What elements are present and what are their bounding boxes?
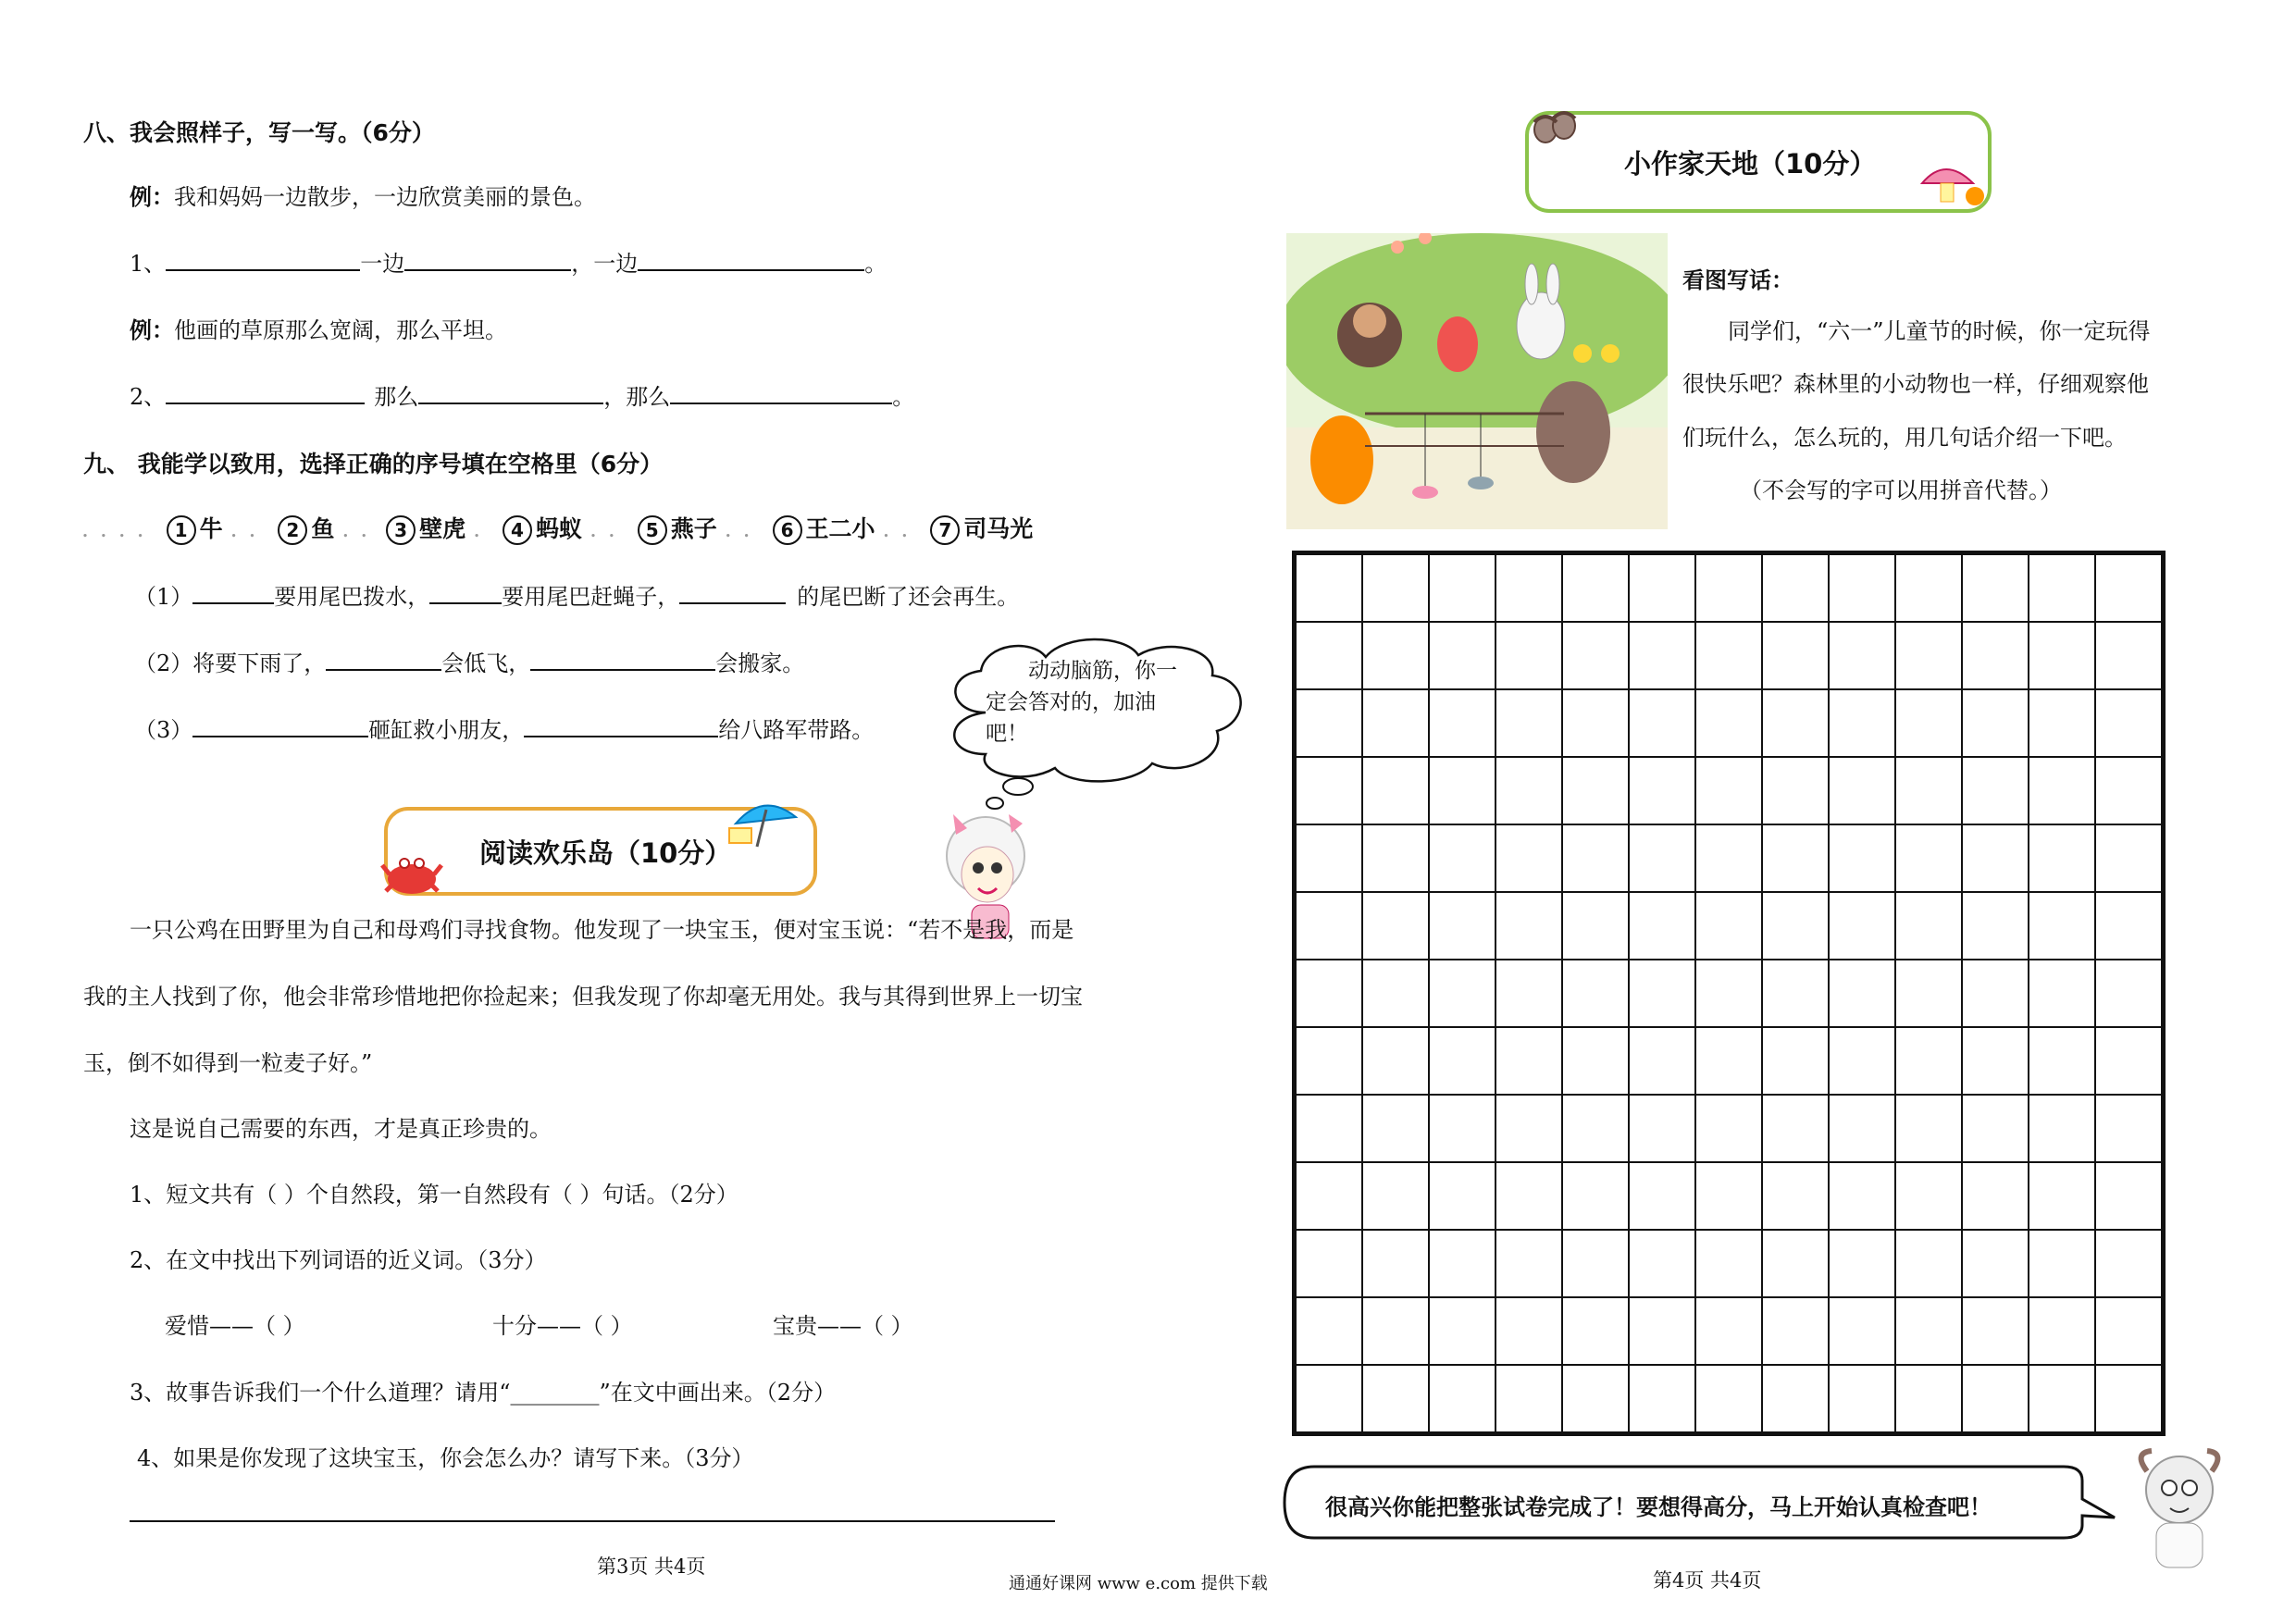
grid-cell[interactable] bbox=[1562, 824, 1629, 892]
grid-cell[interactable] bbox=[1695, 1162, 1762, 1230]
q-num: 2、 bbox=[130, 384, 167, 410]
grid-cell[interactable] bbox=[1962, 757, 2029, 824]
umbrella-icon bbox=[722, 791, 805, 856]
grid-cell[interactable] bbox=[1296, 1230, 1362, 1297]
grid-cell[interactable] bbox=[2095, 689, 2162, 757]
grid-cell[interactable] bbox=[1562, 554, 1629, 622]
q9-3 bbox=[134, 712, 874, 744]
grid-cell[interactable] bbox=[1562, 960, 1629, 1027]
answer-blank[interactable] bbox=[404, 245, 571, 271]
grid-cell[interactable] bbox=[1629, 689, 1695, 757]
page-footer-right: 第4页 共4页 bbox=[1653, 1569, 1762, 1592]
synonym-3: 宝贵——（ ） bbox=[773, 1313, 913, 1339]
grid-cell[interactable] bbox=[1562, 622, 1629, 689]
example-label: 例： bbox=[130, 316, 174, 343]
answer-blank[interactable] bbox=[326, 645, 441, 671]
grid-cell[interactable] bbox=[1829, 824, 1895, 892]
mushroom-icon bbox=[1917, 155, 1992, 211]
q-num: （1） bbox=[134, 584, 193, 610]
option-num: 4 bbox=[503, 515, 532, 545]
grid-cell[interactable] bbox=[1562, 1162, 1629, 1230]
grid-cell[interactable] bbox=[1496, 1027, 1562, 1095]
grid-cell[interactable] bbox=[1629, 757, 1695, 824]
grid-cell[interactable] bbox=[2029, 1027, 2095, 1095]
grid-cell[interactable] bbox=[1895, 960, 1962, 1027]
grid-cell[interactable] bbox=[1695, 689, 1762, 757]
grid-cell[interactable] bbox=[1496, 757, 1562, 824]
grid-cell[interactable] bbox=[1296, 689, 1362, 757]
grid-cell[interactable] bbox=[1629, 892, 1695, 960]
grid-cell[interactable] bbox=[1829, 1297, 1895, 1365]
grid-cell[interactable] bbox=[2095, 757, 2162, 824]
grid-cell[interactable] bbox=[1695, 1365, 1762, 1432]
grid-cell[interactable] bbox=[1962, 1365, 2029, 1432]
grid-cell[interactable] bbox=[1962, 1095, 2029, 1162]
grid-cell[interactable] bbox=[2095, 1230, 2162, 1297]
passage-line-2: 我的主人找到了你，他会非常珍惜地把你捡起来；但我发现了你却毫无用处。我与其得到世界上一切宝 bbox=[83, 984, 1083, 1010]
grid-cell[interactable] bbox=[2095, 1162, 2162, 1230]
option-num: 3 bbox=[386, 515, 416, 545]
animals-playing-picture bbox=[1286, 233, 1668, 529]
grid-cell[interactable] bbox=[1562, 757, 1629, 824]
q8-2 bbox=[130, 378, 914, 411]
option-num: 6 bbox=[773, 515, 802, 545]
q-end: 。 bbox=[892, 384, 915, 410]
answer-blank[interactable] bbox=[166, 245, 360, 271]
grid-cell[interactable] bbox=[1695, 824, 1762, 892]
grid-cell[interactable] bbox=[1829, 554, 1895, 622]
goat-character-icon bbox=[2128, 1443, 2230, 1573]
grid-cell[interactable] bbox=[1762, 1162, 1829, 1230]
grid-cell[interactable] bbox=[1895, 892, 1962, 960]
grid-cell[interactable] bbox=[1695, 757, 1762, 824]
option-text: 牛 bbox=[199, 515, 223, 542]
answer-blank[interactable] bbox=[418, 378, 603, 404]
grid-cell[interactable] bbox=[1962, 554, 2029, 622]
passage-line-4: 这是说自己需要的东西，才是真正珍贵的。 bbox=[130, 1116, 552, 1142]
grid-cell[interactable] bbox=[2029, 554, 2095, 622]
grid-cell[interactable] bbox=[1629, 1297, 1695, 1365]
grid-cell[interactable] bbox=[1496, 622, 1562, 689]
grid-cell[interactable] bbox=[1762, 1027, 1829, 1095]
grid-cell[interactable] bbox=[1362, 1365, 1429, 1432]
grid-cell[interactable] bbox=[1762, 892, 1829, 960]
grid-cell[interactable] bbox=[1962, 1230, 2029, 1297]
grid-cell[interactable] bbox=[1496, 1230, 1562, 1297]
grid-cell[interactable] bbox=[1962, 1027, 2029, 1095]
grid-cell[interactable] bbox=[1296, 757, 1362, 824]
writing-grid[interactable] bbox=[1292, 551, 2166, 1436]
grid-cell[interactable] bbox=[1362, 554, 1429, 622]
answer-line[interactable] bbox=[130, 1520, 1055, 1522]
prompt-line-4: （不会写的字可以用拼音代替。） bbox=[1740, 477, 2062, 503]
grid-cell[interactable] bbox=[1496, 689, 1562, 757]
grid-cell[interactable] bbox=[2029, 1230, 2095, 1297]
grid-cell[interactable] bbox=[2029, 622, 2095, 689]
grid-cell[interactable] bbox=[1296, 1027, 1362, 1095]
grid-cell[interactable] bbox=[1429, 1027, 1496, 1095]
grid-cell[interactable] bbox=[1362, 757, 1429, 824]
grid-cell[interactable] bbox=[1362, 960, 1429, 1027]
grid-cell[interactable] bbox=[1362, 892, 1429, 960]
option-text: 鱼 bbox=[311, 515, 335, 542]
grid-cell[interactable] bbox=[1829, 757, 1895, 824]
grid-cell[interactable] bbox=[1429, 1095, 1496, 1162]
grid-cell[interactable] bbox=[1962, 960, 2029, 1027]
acorn-icon bbox=[1527, 102, 1582, 148]
closing-text: 很高兴你能把整张试卷完成了！要想得高分，马上开始认真检查吧！ bbox=[1325, 1494, 1992, 1520]
grid-cell[interactable] bbox=[2029, 1162, 2095, 1230]
grid-cell[interactable] bbox=[1496, 892, 1562, 960]
grid-cell[interactable] bbox=[1562, 689, 1629, 757]
grid-cell[interactable] bbox=[1895, 554, 1962, 622]
grid-cell[interactable] bbox=[2029, 757, 2095, 824]
grid-cell[interactable] bbox=[1895, 1365, 1962, 1432]
grid-cell[interactable] bbox=[1629, 1365, 1695, 1432]
grid-cell[interactable] bbox=[1429, 960, 1496, 1027]
grid-cell[interactable] bbox=[1296, 1297, 1362, 1365]
option-text: 蚂蚁 bbox=[536, 515, 583, 542]
grid-cell[interactable] bbox=[1962, 1162, 2029, 1230]
option-num: 7 bbox=[930, 515, 960, 545]
grid-cell[interactable] bbox=[1429, 892, 1496, 960]
grid-cell[interactable] bbox=[2095, 960, 2162, 1027]
example-2 bbox=[130, 312, 507, 344]
q-text: 要用尾巴拨水， bbox=[274, 584, 430, 610]
grid-cell[interactable] bbox=[1362, 1095, 1429, 1162]
crab-icon bbox=[375, 847, 449, 902]
q-text: 的尾巴断了还会再生。 bbox=[797, 584, 1020, 610]
option-list: . . . . 1 牛 . . 2 鱼 . . 3 壁虎 . 4 蚂蚁 . . 5 燕子 . . 6 王二小 . . 7 司马光 bbox=[81, 511, 1033, 545]
grid-cell[interactable] bbox=[2095, 1095, 2162, 1162]
grid-cell[interactable] bbox=[2029, 689, 2095, 757]
answer-blank[interactable] bbox=[524, 712, 718, 737]
option-text: 司马光 bbox=[963, 515, 1034, 542]
q9-2 bbox=[134, 645, 804, 677]
grid-cell[interactable] bbox=[1296, 892, 1362, 960]
answer-blank[interactable] bbox=[192, 712, 368, 737]
answer-blank[interactable] bbox=[670, 378, 892, 404]
grid-cell[interactable] bbox=[1429, 1297, 1496, 1365]
grid-cell[interactable] bbox=[1429, 824, 1496, 892]
section-8-heading: 八、我会照样子，写一写。（6分） bbox=[83, 119, 435, 146]
grid-cell[interactable] bbox=[1629, 1230, 1695, 1297]
grid-cell[interactable] bbox=[1829, 1365, 1895, 1432]
option-num: 5 bbox=[638, 515, 667, 545]
grid-cell[interactable] bbox=[1829, 1095, 1895, 1162]
grid-cell[interactable] bbox=[1629, 622, 1695, 689]
grid-cell[interactable] bbox=[2029, 1297, 2095, 1365]
grid-cell[interactable] bbox=[1762, 960, 1829, 1027]
grid-cell[interactable] bbox=[1762, 1230, 1829, 1297]
q-text: 会搬家。 bbox=[715, 650, 805, 676]
answer-blank[interactable] bbox=[166, 378, 365, 404]
grid-cell[interactable] bbox=[1429, 757, 1496, 824]
prompt-label: 看图写话： bbox=[1682, 266, 1793, 293]
grid-cell[interactable] bbox=[1362, 1162, 1429, 1230]
grid-cell[interactable] bbox=[1496, 554, 1562, 622]
grid-cell[interactable] bbox=[1762, 1297, 1829, 1365]
grid-cell[interactable] bbox=[1362, 622, 1429, 689]
grid-cell[interactable] bbox=[1496, 1365, 1562, 1432]
answer-blank[interactable] bbox=[530, 645, 715, 671]
grid-cell[interactable] bbox=[1895, 1230, 1962, 1297]
grid-cell[interactable] bbox=[1362, 1297, 1429, 1365]
grid-cell[interactable] bbox=[1762, 622, 1829, 689]
grid-cell[interactable] bbox=[2095, 1365, 2162, 1432]
grid-cell[interactable] bbox=[1962, 689, 2029, 757]
option-num: 2 bbox=[278, 515, 307, 545]
reading-title: 阅读欢乐岛（10分） bbox=[479, 837, 732, 869]
q-text: 给八路军带路。 bbox=[718, 717, 875, 743]
grid-cell[interactable] bbox=[2029, 1365, 2095, 1432]
grid-cell[interactable] bbox=[1496, 824, 1562, 892]
grid-cell[interactable] bbox=[1496, 1297, 1562, 1365]
grid-cell[interactable] bbox=[1762, 1095, 1829, 1162]
grid-cell[interactable] bbox=[1895, 1027, 1962, 1095]
grid-cell[interactable] bbox=[1629, 960, 1695, 1027]
grid-cell[interactable] bbox=[1496, 960, 1562, 1027]
grid-cell[interactable] bbox=[1429, 1365, 1496, 1432]
q9-1 bbox=[134, 578, 1019, 611]
option-num: 1 bbox=[167, 515, 196, 545]
grid-cell[interactable] bbox=[1429, 1230, 1496, 1297]
grid-cell[interactable] bbox=[1629, 1095, 1695, 1162]
grid-cell[interactable] bbox=[1695, 1297, 1762, 1365]
grid-cell[interactable] bbox=[1429, 554, 1496, 622]
grid-cell[interactable] bbox=[1362, 689, 1429, 757]
q-num: （3） bbox=[134, 717, 193, 743]
grid-cell[interactable] bbox=[1895, 1162, 1962, 1230]
grid-cell[interactable] bbox=[1695, 554, 1762, 622]
grid-cell[interactable] bbox=[2029, 960, 2095, 1027]
q-word: 那么 bbox=[374, 384, 419, 410]
q-text: 砸缸救小朋友， bbox=[368, 717, 525, 743]
grid-cell[interactable] bbox=[1562, 892, 1629, 960]
grid-cell[interactable] bbox=[1695, 622, 1762, 689]
q8-1 bbox=[130, 245, 887, 278]
prompt-line-3: 们玩什么，怎么玩的，用几句话介绍一下吧。 bbox=[1682, 425, 2127, 451]
grid-cell[interactable] bbox=[1562, 1230, 1629, 1297]
example-label: 例： bbox=[130, 183, 174, 210]
grid-cell[interactable] bbox=[1629, 824, 1695, 892]
grid-cell[interactable] bbox=[2095, 892, 2162, 960]
answer-blank[interactable] bbox=[679, 578, 786, 604]
reading-q1: 1、短文共有（ ）个自然段，第一自然段有（ ）句话。（2分） bbox=[130, 1182, 738, 1208]
example-text: 他画的草原那么宽阔，那么平坦。 bbox=[174, 317, 507, 343]
reading-q3: 3、故事告诉我们一个什么道理？请用“________”在文中画出来。（2分） bbox=[130, 1380, 837, 1406]
synonym-1: 爱惜——（ ） bbox=[165, 1313, 305, 1339]
q-text: 会低飞， bbox=[441, 650, 531, 676]
reading-q2: 2、在文中找出下列词语的近义词。（3分） bbox=[130, 1247, 547, 1273]
q-end: 。 bbox=[864, 251, 887, 277]
option-text: 王二小 bbox=[805, 515, 875, 542]
grid-cell[interactable] bbox=[2095, 1297, 2162, 1365]
page-footer-left: 第3页 共4页 bbox=[597, 1555, 706, 1578]
reading-q4: 4、如果是你发现了这块宝玉，你会怎么办？请写下来。（3分） bbox=[137, 1445, 754, 1471]
q-word: ，一边 bbox=[571, 251, 639, 277]
grid-cell[interactable] bbox=[1296, 1365, 1362, 1432]
passage-line-1: 一只公鸡在田野里为自己和母鸡们寻找食物。他发现了一块宝玉，便对宝玉说：“若不是我，而是 bbox=[130, 917, 1074, 943]
grid-cell[interactable] bbox=[1296, 824, 1362, 892]
grid-cell[interactable] bbox=[1496, 1162, 1562, 1230]
grid-cell[interactable] bbox=[1296, 1162, 1362, 1230]
passage-line-3: 玉，倒不如得到一粒麦子好。” bbox=[83, 1050, 373, 1076]
q-word: ，那么 bbox=[603, 384, 671, 410]
grid-cell[interactable] bbox=[2095, 554, 2162, 622]
grid-cell[interactable] bbox=[1829, 689, 1895, 757]
grid-cell[interactable] bbox=[1762, 689, 1829, 757]
grid-cell[interactable] bbox=[1962, 824, 2029, 892]
answer-blank[interactable] bbox=[192, 578, 274, 604]
grid-cell[interactable] bbox=[1296, 554, 1362, 622]
grid-cell[interactable] bbox=[1895, 757, 1962, 824]
option-text: 燕子 bbox=[670, 515, 717, 542]
grid-cell[interactable] bbox=[2029, 892, 2095, 960]
grid-cell[interactable] bbox=[1895, 622, 1962, 689]
grid-cell[interactable] bbox=[1895, 1297, 1962, 1365]
grid-cell[interactable] bbox=[2029, 824, 2095, 892]
grid-cell[interactable] bbox=[1895, 689, 1962, 757]
q-num: 1、 bbox=[130, 251, 167, 277]
bubble-text: 动动脑筋，你一定会答对的，加油吧！ bbox=[986, 659, 1177, 746]
grid-cell[interactable] bbox=[1829, 892, 1895, 960]
grid-cell[interactable] bbox=[1695, 892, 1762, 960]
grid-cell[interactable] bbox=[1762, 757, 1829, 824]
grid-cell[interactable] bbox=[2095, 622, 2162, 689]
grid-cell[interactable] bbox=[1895, 1095, 1962, 1162]
grid-cell[interactable] bbox=[1962, 1297, 2029, 1365]
grid-cell[interactable] bbox=[1562, 1297, 1629, 1365]
grid-cell[interactable] bbox=[1362, 1027, 1429, 1095]
grid-cell[interactable] bbox=[1629, 1027, 1695, 1095]
grid-cell[interactable] bbox=[1695, 1027, 1762, 1095]
grid-cell[interactable] bbox=[1429, 622, 1496, 689]
grid-cell[interactable] bbox=[1695, 1095, 1762, 1162]
grid-cell[interactable] bbox=[1429, 689, 1496, 757]
grid-cell[interactable] bbox=[1629, 554, 1695, 622]
grid-cell[interactable] bbox=[1695, 1230, 1762, 1297]
grid-cell[interactable] bbox=[1895, 824, 1962, 892]
grid-cell[interactable] bbox=[1829, 960, 1895, 1027]
example-text: 我和妈妈一边散步，一边欣赏美丽的景色。 bbox=[174, 184, 596, 210]
grid-cell[interactable] bbox=[1429, 1162, 1496, 1230]
grid-cell[interactable] bbox=[2029, 1095, 2095, 1162]
answer-blank[interactable] bbox=[429, 578, 502, 604]
example-1 bbox=[130, 179, 596, 211]
grid-cell[interactable] bbox=[1962, 892, 2029, 960]
grid-cell[interactable] bbox=[1362, 824, 1429, 892]
grid-cell[interactable] bbox=[1562, 1365, 1629, 1432]
grid-cell[interactable] bbox=[1829, 1230, 1895, 1297]
grid-cell[interactable] bbox=[1296, 960, 1362, 1027]
grid-cell[interactable] bbox=[1829, 1027, 1895, 1095]
prompt-line-2: 很快乐吧？森林里的小动物也一样，仔细观察他 bbox=[1682, 371, 2149, 397]
prompt-line-1: 同学们，“六一”儿童节的时候，你一定玩得 bbox=[1728, 318, 2151, 344]
grid-cell[interactable] bbox=[1695, 960, 1762, 1027]
grid-cell[interactable] bbox=[1962, 622, 2029, 689]
grid-cell[interactable] bbox=[1762, 824, 1829, 892]
grid-cell[interactable] bbox=[1829, 1162, 1895, 1230]
q-text: 要用尾巴赶蝇子， bbox=[502, 584, 680, 610]
grid-cell[interactable] bbox=[1629, 1162, 1695, 1230]
synonym-2: 十分——（ ） bbox=[492, 1313, 633, 1339]
download-credit: 通通好课网 www e.com 提供下载 bbox=[1009, 1574, 1268, 1593]
grid-cell[interactable] bbox=[1296, 622, 1362, 689]
grid-cell[interactable] bbox=[1296, 1095, 1362, 1162]
grid-cell[interactable] bbox=[1829, 622, 1895, 689]
grid-cell[interactable] bbox=[2095, 824, 2162, 892]
writing-title: 小作家天地（10分） bbox=[1624, 148, 1877, 180]
grid-cell[interactable] bbox=[1762, 554, 1829, 622]
answer-blank[interactable] bbox=[638, 245, 864, 271]
section-9-heading: 九、 我能学以致用，选择正确的序号填在空格里（6分） bbox=[83, 451, 664, 477]
q-word: 一边 bbox=[360, 251, 405, 277]
grid-cell[interactable] bbox=[1762, 1365, 1829, 1432]
grid-cell[interactable] bbox=[1562, 1027, 1629, 1095]
grid-cell[interactable] bbox=[1496, 1095, 1562, 1162]
grid-cell[interactable] bbox=[1362, 1230, 1429, 1297]
grid-cell[interactable] bbox=[1562, 1095, 1629, 1162]
q-num: （2）将要下雨了， bbox=[134, 650, 327, 676]
grid-cell[interactable] bbox=[2095, 1027, 2162, 1095]
option-text: 壁虎 bbox=[419, 515, 466, 542]
